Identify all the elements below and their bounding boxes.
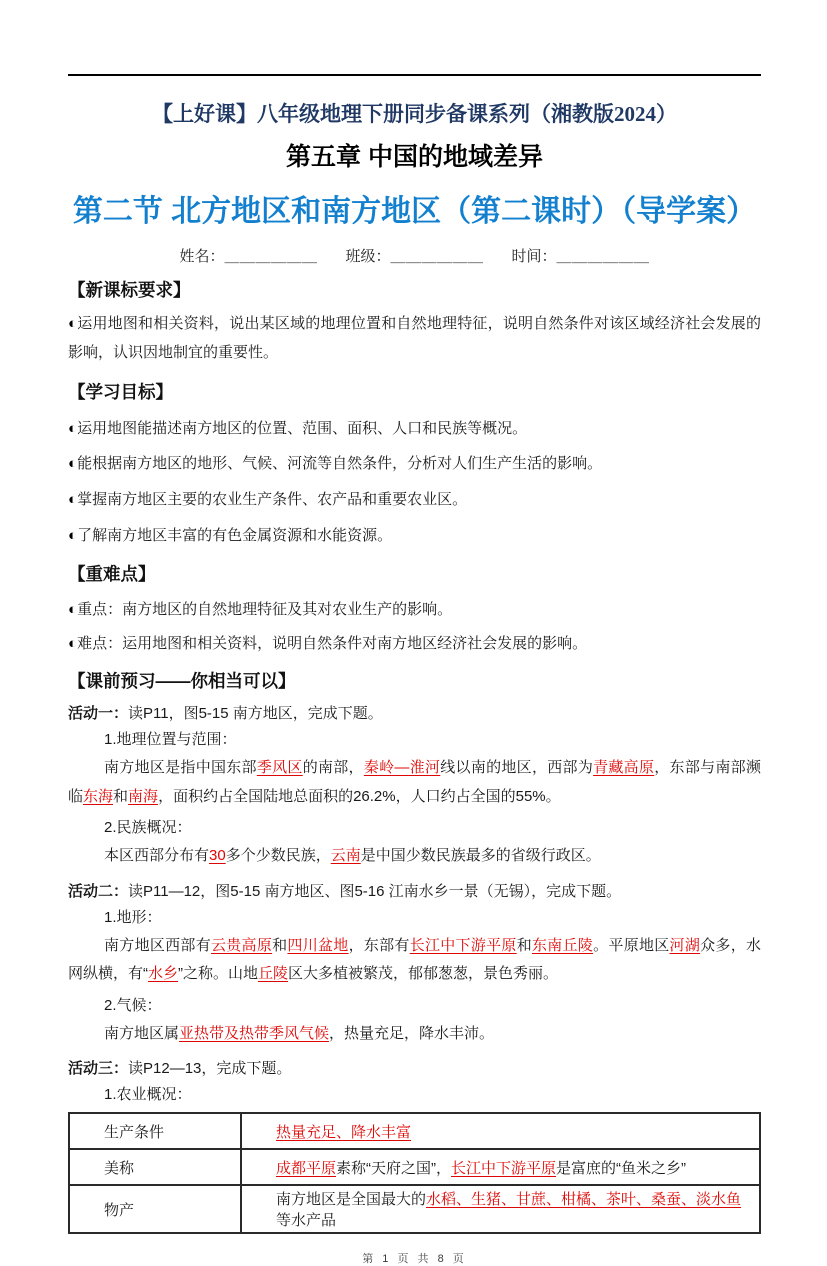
table-cell — [241, 1149, 760, 1185]
paragraph-text: ，热量充足，降水丰沛。 — [329, 1024, 495, 1042]
objective-item-text: 能根据南方地区的地形、气候、河流等自然条件，分析对人们生产生活的影响。 — [77, 455, 603, 473]
activity1-subtitle-1: 1.地理位置与范围： — [104, 731, 237, 748]
class-label: 班级： — [345, 248, 391, 265]
highlighted-answer-text: 水乡 — [148, 965, 179, 982]
series-title — [68, 98, 761, 128]
series-title-suffix: ） — [656, 103, 677, 126]
highlighted-answer-text: 四川盆地 — [287, 936, 349, 954]
activity1-paragraph-1 — [68, 754, 761, 811]
series-year: 2024 — [614, 102, 656, 126]
highlighted-answer-text: 秦岭—淮河 — [363, 759, 441, 776]
paragraph-text: 多个少数民族， — [225, 847, 331, 864]
paragraph-text: 和 — [272, 936, 288, 954]
highlighted-answer-text: 丘陵 — [258, 965, 289, 982]
activity1-line — [68, 702, 761, 723]
highlighted-answer-text: 长江中下游平原 — [409, 936, 517, 954]
half-circle-bullet-icon: ◐ — [68, 600, 78, 618]
half-circle-bullet-icon: ◐ — [68, 526, 78, 544]
paragraph-text: 的南部， — [302, 759, 364, 776]
activity1-label: 活动一： — [68, 705, 129, 722]
half-circle-bullet-icon: ◐ — [68, 315, 78, 332]
highlighted-answer-text: 水稻、生猪、甘蔗、柑橘、茶叶、桑蚕、淡水鱼 — [426, 1191, 742, 1208]
paragraph-text: 南方地区是指中国东部 — [104, 759, 257, 776]
heading-key-points: 【重难点】 — [68, 563, 156, 584]
highlighted-answer-text: 南海 — [128, 787, 159, 805]
chapter-title: 第五章 中国的地域差异 — [286, 143, 543, 171]
activity2-label: 活动二： — [68, 882, 129, 900]
highlighted-answer-text: 长江中下游平原 — [451, 1159, 557, 1177]
key-point-text: 难点：运用地图和相关资料，说明自然条件对南方地区经济社会发展的影响。 — [77, 635, 588, 653]
curriculum-item — [68, 309, 761, 368]
activity3-label: 活动三： — [68, 1060, 129, 1077]
activity2-line — [68, 880, 761, 901]
activity1-paragraph-2 — [68, 842, 761, 871]
objective-item-text: 了解南方地区丰富的有色金属资源和水能资源。 — [77, 526, 393, 544]
half-circle-bullet-icon: ◐ — [68, 455, 78, 473]
time-label: 时间： — [511, 248, 557, 265]
document-page — [0, 74, 827, 1266]
paragraph-text: 南方地区西部有 — [104, 936, 211, 954]
paragraph-text: 素称“天府之国”， — [336, 1159, 452, 1177]
paragraph-text: 和 — [113, 787, 129, 805]
paragraph-text: 是富庶的“鱼米之乡” — [556, 1159, 687, 1177]
table-row-header: 美称 — [69, 1149, 241, 1185]
paragraph-text: ”之称。山地 — [178, 965, 259, 982]
paragraph-text: 区大多植被繁茂，郁郁葱葱，景色秀丽。 — [288, 965, 559, 982]
activity2-paragraph-1 — [68, 932, 761, 989]
page-title: 第二节 北方地区和南方地区（第二课时）（导学案） — [72, 195, 757, 228]
paragraph-text: 和 — [516, 936, 532, 954]
table-row — [69, 1113, 760, 1149]
paragraph-text: ，东部与南部濒临 — [68, 759, 761, 805]
activity3-line — [68, 1057, 761, 1078]
heading-curriculum-standard: 【新课标要求】 — [68, 280, 191, 300]
agriculture-overview-table — [68, 1112, 761, 1234]
heading-learning-objectives: 【学习目标】 — [68, 381, 173, 402]
objective-item-text: 运用地图能描述南方地区的位置、范围、面积、人口和民族等概况。 — [77, 419, 528, 437]
activity3-subtitle-1: 1.农业概况： — [104, 1086, 192, 1103]
activity2-paragraph-2 — [68, 1020, 761, 1049]
highlighted-answer-text: 青藏高原 — [593, 759, 655, 776]
activity3-intro: 读P12—13，完成下题。 — [128, 1060, 292, 1077]
name-blank: ＿＿＿＿＿＿ — [224, 248, 318, 265]
heading-preview: 【课前预习——你相当可以】 — [68, 671, 296, 691]
curriculum-item-text: 运用地图和相关资料，说出某区域的地理位置和自然地理特征，说明自然条件对该区域经济社会发展的影响，认识因地制宜的重要性。 — [68, 315, 761, 362]
name-label: 姓名： — [179, 248, 225, 265]
time-blank: ＿＿＿＿＿＿ — [556, 248, 650, 265]
highlighted-answer-text: 东海 — [83, 787, 114, 805]
paragraph-text: 本区西部分布有 — [104, 847, 210, 864]
table-row-header: 生产条件 — [69, 1113, 241, 1149]
objective-item — [68, 418, 761, 440]
table-row — [69, 1149, 760, 1185]
paragraph-text: 南方地区属 — [104, 1024, 180, 1042]
highlighted-answer-text: 30 — [209, 847, 226, 864]
half-circle-bullet-icon: ◐ — [68, 419, 78, 437]
series-title-text: 【上好课】八年级地理下册同步备课系列（湘教版 — [152, 103, 614, 126]
paragraph-text: ，面积约占全国陆地总面积的26.2%，人口约占全国的55%。 — [158, 787, 561, 805]
activity2-subtitle-2: 2.气候： — [104, 996, 162, 1014]
paragraph-text: ，东部有 — [348, 936, 410, 954]
key-point-text: 重点：南方地区的自然地理特征及其对农业生产的影响。 — [77, 600, 453, 618]
half-circle-bullet-icon: ◐ — [68, 635, 78, 653]
paragraph-text: 线以南的地区，西部为 — [440, 759, 594, 776]
activity1-intro: 读P11，图5-15 南方地区，完成下题。 — [128, 705, 383, 722]
objective-item — [68, 525, 761, 547]
highlighted-answer-text: 云南 — [330, 847, 361, 864]
objective-item-text: 掌握南方地区主要的农业生产条件、农产品和重要农业区。 — [77, 491, 468, 508]
paragraph-text: 是中国少数民族最多的省级行政区。 — [360, 847, 601, 864]
paragraph-text: 南方地区是全国最大的 — [276, 1191, 427, 1208]
table-row-header: 物产 — [69, 1185, 241, 1233]
objective-item — [68, 453, 761, 475]
page-number-footer: 第 1 页 共 8 页 — [362, 1253, 467, 1265]
key-point-item — [68, 599, 761, 621]
student-info-line — [68, 245, 761, 266]
key-point-item — [68, 633, 761, 655]
highlighted-answer-text: 东南丘陵 — [531, 936, 594, 954]
paragraph-text: 等水产品 — [276, 1212, 337, 1229]
activity1-subtitle-2: 2.民族概况： — [104, 819, 192, 836]
highlighted-answer-text: 亚热带及热带季风气候 — [179, 1024, 330, 1042]
activity2-intro: 读P11—12，图5-15 南方地区、图5-16 江南水乡一景（无锡），完成下题。 — [128, 882, 622, 900]
table-cell — [241, 1185, 760, 1233]
table-cell — [241, 1113, 760, 1149]
paragraph-text: 众多，水网纵横，有“ — [68, 936, 761, 982]
table-row — [69, 1185, 760, 1233]
highlighted-answer-text: 云贵高原 — [210, 936, 273, 954]
highlighted-answer-text: 河湖 — [669, 936, 701, 954]
highlighted-answer-text: 季风区 — [256, 759, 303, 776]
paragraph-text: 。平原地区 — [593, 936, 670, 954]
highlighted-answer-text: 热量充足、降水丰富 — [276, 1123, 412, 1141]
highlighted-answer-text: 成都平原 — [276, 1159, 337, 1177]
objective-item — [68, 489, 761, 511]
activity2-subtitle-1: 1.地形： — [104, 908, 162, 926]
half-circle-bullet-icon: ◐ — [68, 491, 78, 508]
class-blank: ＿＿＿＿＿＿ — [390, 248, 484, 265]
header-divider-rule — [68, 74, 761, 76]
